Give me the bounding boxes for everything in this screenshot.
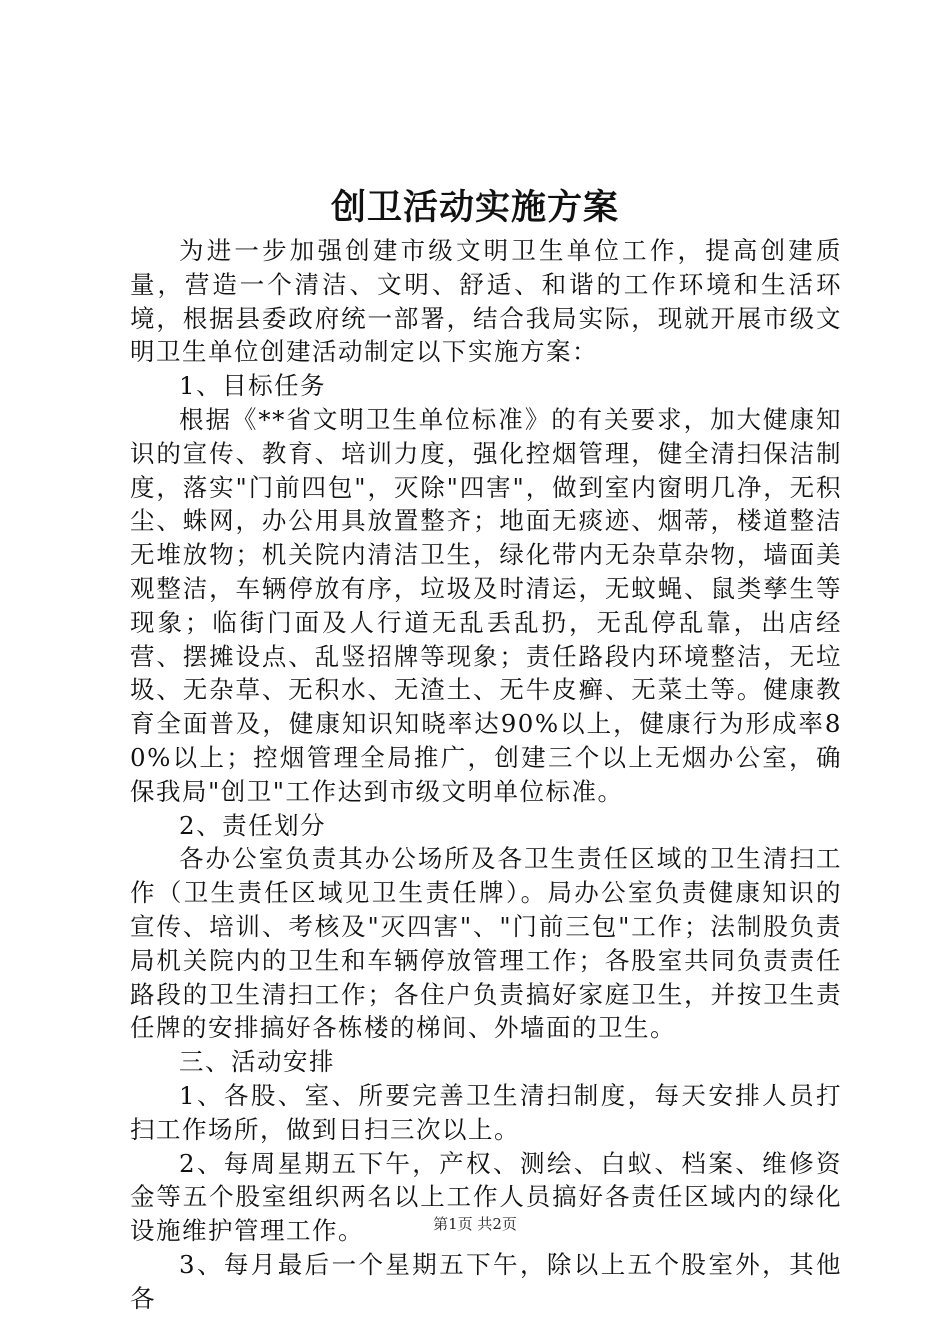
paragraph-intro: 为进一步加强创建市级文明卫生单位工作，提高创建质量，营造一个清洁、文明、舒适、和谐的工作环境和生活环境，根据县委政府统一部署，结合我局实际，现就开展市级文明卫生单位创建活动制定以下实施方案：: [130, 236, 842, 367]
paragraph-goals: 根据《**省文明卫生单位标准》的有关要求，加大健康知识的宣传、教育、培训力度，强化控烟管理，健全清扫保洁制度，落实"门前四包"，灭除"四害"，做到室内窗明几净，无积尘、蛛网，办公用具放置整齐；地面无痰迹、烟蒂，楼道整洁无堆放物；机关院内清洁卫生，绿化带内无杂草杂物，墙面美观整洁，车辆停放有序，垃圾及时清运，无蚊蝇、鼠类孳生等现象；临街门面及人行道无乱丢乱扔，无乱停乱靠，出店经营、摆摊设点、乱竖招牌等现象；责任路段内环境整洁，无垃圾、无杂草、无积水、无渣土、无牛皮癣、无菜土等。健康教育全面普及，健康知识知晓率达90%以上，健康行为形成率80%以上；控烟管理全局推广，创建三个以上无烟办公室，确保我局"创卫"工作达到市级文明单位标准。: [130, 404, 842, 806]
page-number-footer: 第1页 共2页: [433, 1215, 517, 1233]
document-body: [130, 234, 842, 1316]
paragraph-activity-2: 2、每周星期五下午，产权、测绘、白蚁、档案、维修资金等五个股室组织两名以上工作人员搞好各责任区域内的绿化设施维护管理工作。: [130, 1148, 842, 1246]
section-heading-activities: 三、活动安排: [179, 1047, 335, 1077]
paragraph-responsibilities: 各办公室负责其办公场所及各卫生责任区域的卫生清扫工作（卫生责任区域见卫生责任牌）。局办公室负责健康知识的宣传、培训、考核及"灭四害"、"门前三包"工作；法制股负责局机关院内的卫生和车辆停放管理工作；各股室共同负责责任路段的卫生清扫工作；各住户负责搞好家庭卫生，并按卫生责任牌的安排搞好各栋楼的梯间、外墙面的卫生。: [130, 844, 842, 1043]
section-heading-responsibilities: 2、责任划分: [179, 810, 327, 840]
paragraph-activity-3: 3、每月最后一个星期五下午，除以上五个股室外，其他各: [130, 1249, 842, 1313]
section-heading-goals: 1、目标任务: [179, 371, 327, 401]
document-title: 创卫活动实施方案: [330, 187, 619, 228]
paragraph-activity-1: 1、各股、室、所要完善卫生清扫制度，每天安排人员打扫工作场所，做到日扫三次以上。: [130, 1080, 842, 1144]
